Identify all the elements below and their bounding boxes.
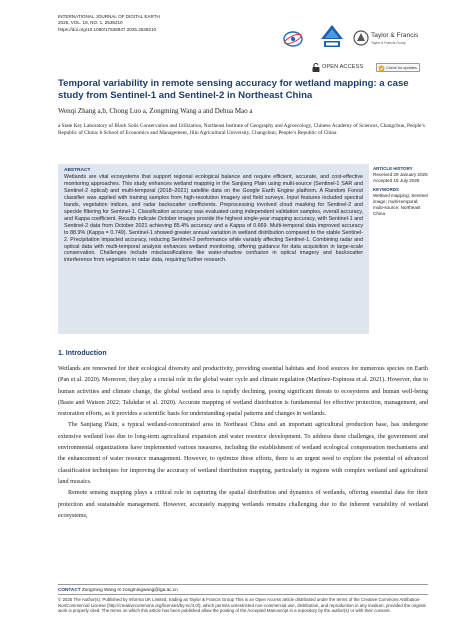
publisher-name: Taylor & Francis — [371, 32, 419, 39]
copyright-notice: © 2025 The Author(s). Published by Informa UK Limited, trading as Taylor & Francis Group This is an Open Access article distributed under the terms of the Creative Commons Attribution-NonCommercial License (http://creativecommons.org/licenses/by-nc/4.0/), which permits unrestricted non-commercial use, distribution, and reproduction in any medium, provided the original work is properly cited. The terms on which this article has been published allow the posting of the Accepted Manuscript in a repository by the author(s) or with their consent. — [58, 597, 426, 614]
journal-name: INTERNATIONAL JOURNAL OF DIGITAL EARTH — [58, 14, 160, 19]
publisher-logo[interactable] — [353, 30, 423, 48]
abstract-text: Wetlands are vital ecosystems that support regional ecological balance and require efficient, accurate, and cost-effective monitoring approaches. This study enhances wetland mapping in the Sanjiang Plain using multi-source (Sentinel-1 SAR and Sentinel-2 optical) and multi-temporal (2018–2021) satellite data on the Google Earth Engine platform. A Random Forest classifier was applied with training samples from high-resolution imagery and field surveys. Input features included spectral bands, vegetation indices, and radar backscatter coefficients. Preprocessing involved cloud masking for Sentinel-2 and speckle filtering for Sentinel-1. Classification accuracy was evaluated using independent validation samples, overall accuracy, and Kappa coefficient. Results indicate October images provide the highest single-year mapping accuracy, with Sentinel-1 and Sentinel-2 data from October 2021 achieving 85.4% accuracy and a Kappa of 0.669. Multi-temporal data improved accuracy to 88.9% (Kappa = 0.749). Sentinel-1 showed greater annual variation in wetland distribution compared to the stable Sentinel-2. Precipitation impacted accuracy, reducing Sentinel-2 performance while variably affecting Sentinel-1. Combining radar and optical data with multi-temporal analysis enhances wetland monitoring, offering guidance for data acquisition in large-scale conservation. Challenges include misclassifications like water-shadow confusion in optical imagery and backscatter interference from vegetation in radar data, requiring further research. — [64, 174, 363, 264]
contact-label: CONTACT — [58, 587, 81, 592]
paragraph: Wetlands are renowned for their ecological diversity and productivity, providing essential habitats and food sources for numerous species on Earth (Pan et al. 2020). Moreover, they play a crucial role in the global water cycle and climate regulation (Martínez-Espinosa et al. 2021). However, due to human activities and climate change, the global wetland area is rapidly declining, posing significant threats to ecosystems and human well-being (Baste and Watson 2022; Talukdar et al. 2020). Accurate mapping of wetland distribution is fundamental for effective protection, management, and restoration efforts, as it provides a scientific basis for understanding spatial patterns and changes in wetlands. — [58, 366, 428, 418]
publisher-group: Taylor & Francis Group — [371, 41, 406, 45]
paragraph: Remote sensing mapping plays a critical role in capturing the spatial distribution and dynamics of wetlands, offering essential data for their protection and sustainable management. However, accurately mapping wetlands remains challenging due to the inherent variability of wetland ecosystems, — [58, 490, 428, 519]
contact-line — [58, 587, 178, 593]
isde-logo-icon[interactable] — [282, 30, 304, 48]
article-title: Temporal variability in remote sensing accuracy for wetland mapping: a case study from Sentinel-1 and Sentinel-2 in Northeast China — [58, 78, 409, 102]
abstract-heading: ABSTRACT — [64, 168, 91, 173]
abstract-box — [58, 164, 369, 334]
check-updates-label: Check for updates — [386, 66, 417, 70]
air-logo-icon[interactable] — [320, 24, 344, 50]
received-date: Received 29 January 2025 — [373, 172, 428, 177]
open-access-label: OPEN ACCESS — [322, 64, 364, 70]
check-updates-button[interactable] — [376, 63, 420, 72]
keywords-heading: KEYWORDS — [373, 187, 399, 192]
affiliations: a State Key Laboratory of Black Soils Conservation and Utilization, Northeast Institute of Geography and Agroecology, Chinese Academy of Sciences, Changchun, People’s Republic of China; b School of Economics and Management, Jilin Agricultural University, Changchun, People’s Republic of China — [58, 123, 425, 136]
footer-divider — [58, 584, 428, 585]
article-sidebar — [373, 166, 433, 217]
open-lock-icon — [312, 63, 320, 72]
introduction-body — [58, 364, 428, 522]
journal-info — [58, 14, 160, 33]
paragraph: The Sanjiang Plain, a typical wetland-concentrated area in Northeast China and an important agricultural production base, has undergone extensive wetland loss due to long-term agricultural expansion and water resource development. To address these challenges, the government and environmental organizations have implemented various measures, including the establishment of wetland ecological compensation mechanisms and the enhancement of water resource management. However, to optimize these efforts, there is an urgent need to explore the potential of advanced classification techniques for improving the accuracy of wetland distribution mapping, particularly in regions with complex wetland and agricultural land mosaics. — [58, 422, 428, 485]
accepted-date: Accepted 15 July 2025 — [373, 178, 420, 183]
journal-volume: 2025, VOL. 18, NO. 1, 2538210 — [58, 20, 123, 26]
taylor-francis-emblem-icon — [353, 30, 369, 46]
section-heading-introduction: 1. Introduction — [58, 350, 107, 357]
keyword-line: multi-source; Northeast — [373, 205, 421, 210]
keyword-line: Wetland mapping; Sentinel — [373, 193, 428, 198]
author-list: Wenqi Zhang a,b, Chong Luo a, Zongming Wang a and Dehua Mao a — [58, 107, 253, 115]
footer-divider — [58, 594, 428, 595]
keyword-line: image; multi-temporal; — [373, 199, 419, 204]
journal-doi[interactable]: https://doi.org/10.1080/17538947.2025.2538210 — [58, 26, 157, 32]
keyword-line: China — [373, 211, 386, 216]
article-history-heading: ARTICLE HISTORY — [373, 166, 413, 171]
contact-text[interactable]: Zongming Wang ✉ zongmingwang@iga.ac.cn — [81, 587, 178, 592]
check-updates-icon — [378, 65, 385, 72]
